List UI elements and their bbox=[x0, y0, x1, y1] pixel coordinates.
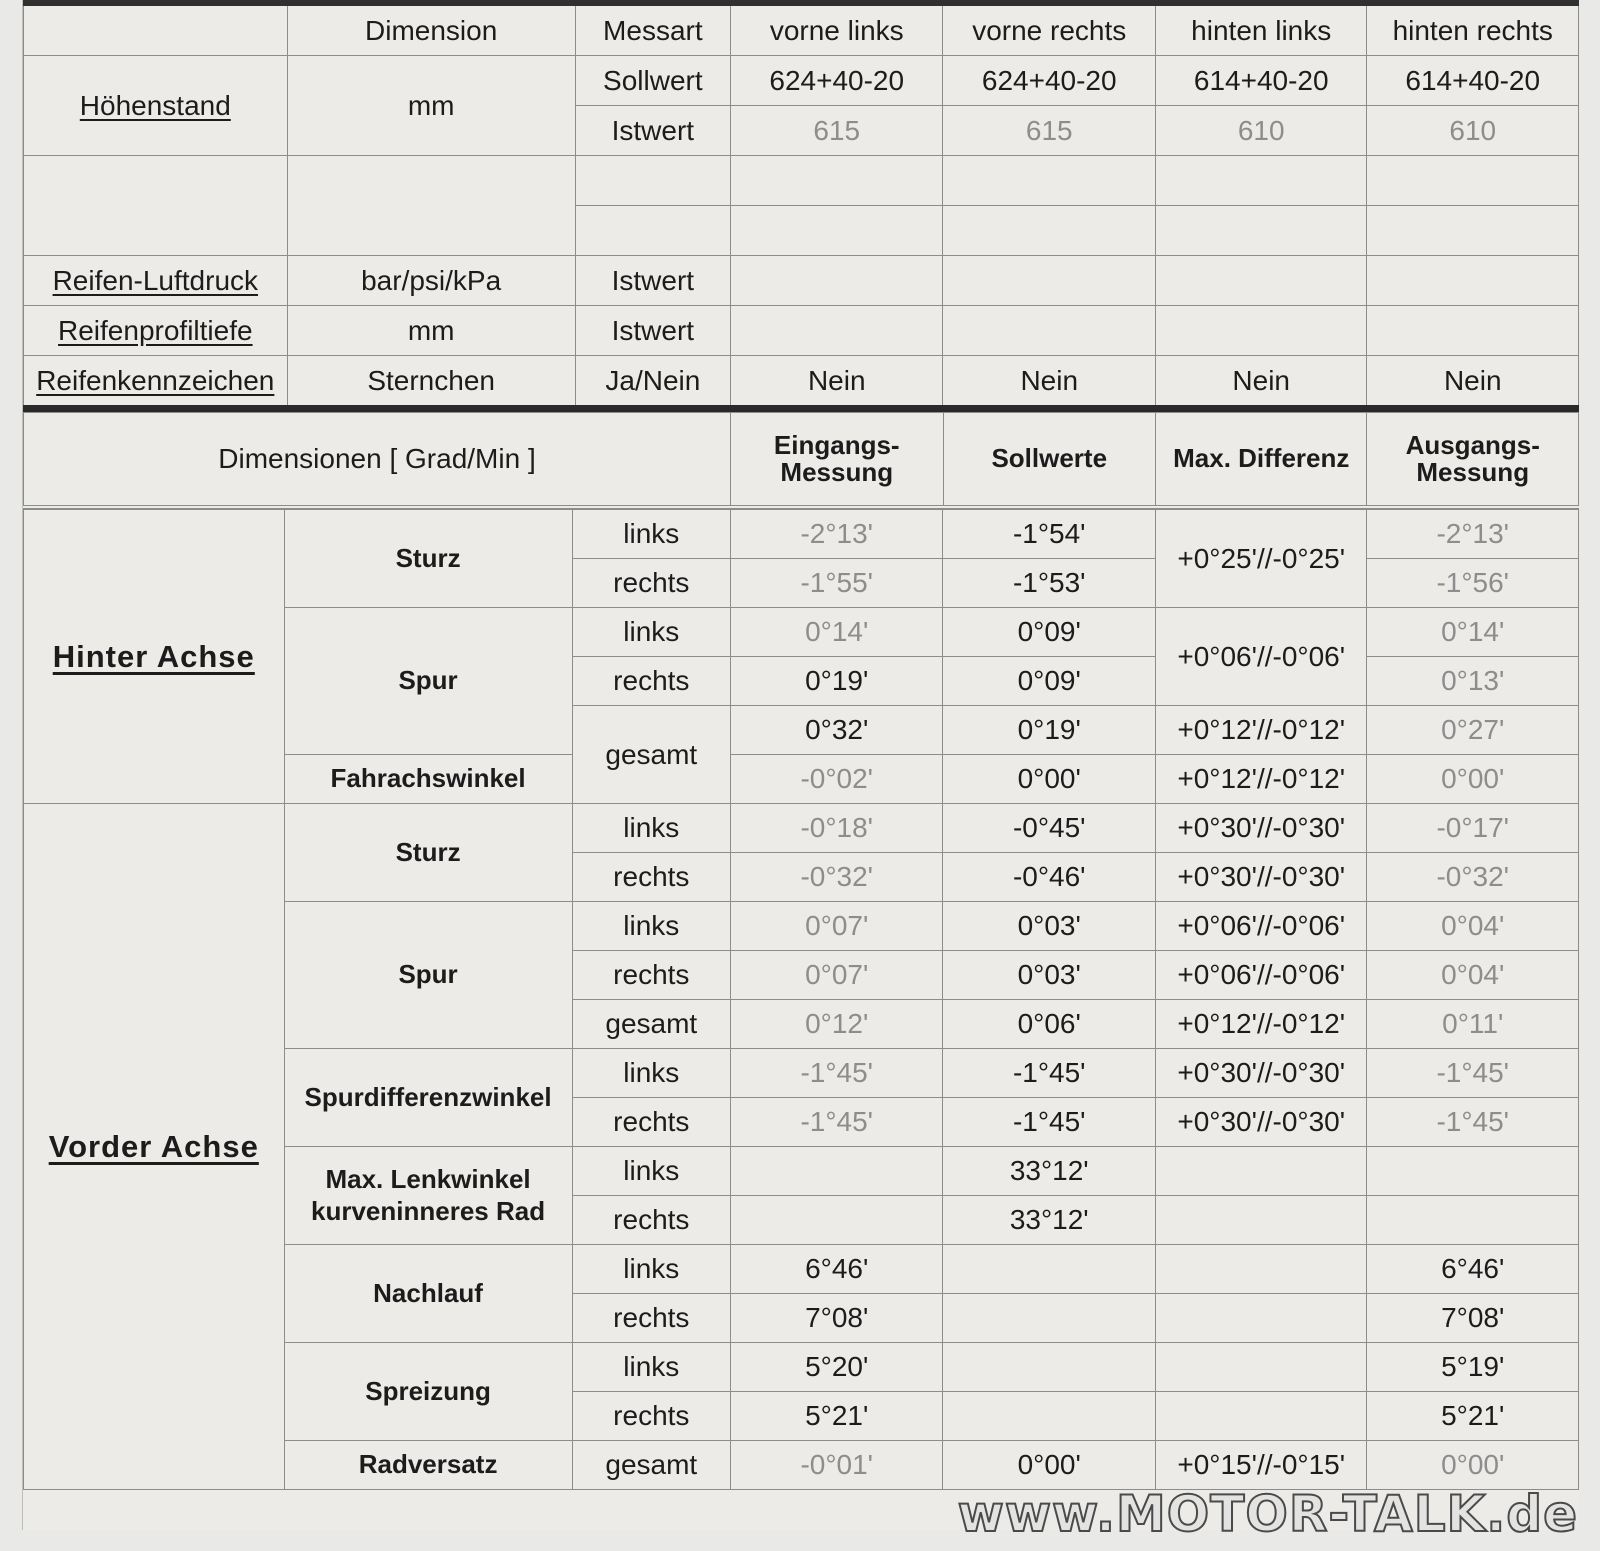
soll-cell: 0°03' bbox=[943, 902, 1156, 951]
maxdiff-cell: +0°06'//-0°06' bbox=[1155, 902, 1366, 951]
soll-cell: -1°45' bbox=[943, 1049, 1156, 1098]
vorder-spur-label: Spur bbox=[284, 902, 572, 1049]
empty-cell bbox=[575, 206, 730, 256]
maxdiff-header: Max. Differenz bbox=[1156, 413, 1367, 508]
hoehenstand-dimension: mm bbox=[287, 56, 575, 156]
eingang-cell: 0°14' bbox=[730, 608, 943, 657]
kennzeichen-label: Reifenkennzeichen bbox=[24, 356, 288, 409]
soll-cell: 0°19' bbox=[943, 706, 1156, 755]
soll-cell: 0°09' bbox=[943, 657, 1156, 706]
sollwert-cell: 614+40-20 bbox=[1367, 56, 1579, 106]
empty-cell bbox=[943, 206, 1156, 256]
eingang-cell: -0°01' bbox=[730, 1441, 943, 1490]
header-vorne-rechts: vorne rechts bbox=[943, 3, 1156, 56]
soll-cell: 0°09' bbox=[943, 608, 1156, 657]
alignment-report-sheet bbox=[22, 0, 1579, 1530]
eingang-cell: 7°08' bbox=[730, 1294, 943, 1343]
ausgang-cell: 0°14' bbox=[1367, 608, 1579, 657]
side-rechts: rechts bbox=[572, 853, 730, 902]
eingang-cell: -1°45' bbox=[730, 1049, 943, 1098]
sollwert-label: Sollwert bbox=[575, 56, 730, 106]
kennzeichen-value: Nein bbox=[943, 356, 1156, 409]
hinter-sturz-label: Sturz bbox=[284, 510, 572, 608]
empty-cell bbox=[730, 306, 943, 356]
istwert-cell: 610 bbox=[1367, 106, 1579, 156]
spurdiff-label: Spurdifferenzwinkel bbox=[284, 1049, 572, 1147]
empty-cell bbox=[1155, 1245, 1366, 1294]
ausgang-cell: -1°56' bbox=[1367, 559, 1579, 608]
empty-cell bbox=[1155, 1343, 1366, 1392]
empty-cell bbox=[1155, 1196, 1366, 1245]
side-gesamt: gesamt bbox=[572, 706, 730, 804]
soll-cell: -0°46' bbox=[943, 853, 1156, 902]
side-rechts: rechts bbox=[572, 1392, 730, 1441]
eingang-cell: -0°02' bbox=[730, 755, 943, 804]
empty-cell bbox=[1155, 156, 1366, 206]
ausgang-cell: 0°00' bbox=[1367, 1441, 1579, 1490]
luftdruck-dimension: bar/psi/kPa bbox=[287, 256, 575, 306]
empty-cell bbox=[1367, 306, 1579, 356]
profiltiefe-row bbox=[24, 306, 1579, 356]
eingang-cell: 0°32' bbox=[730, 706, 943, 755]
sollwerte-header: Sollwerte bbox=[943, 413, 1156, 508]
radversatz-label: Radversatz bbox=[284, 1441, 572, 1490]
side-links: links bbox=[572, 1049, 730, 1098]
ausgang-cell: 7°08' bbox=[1367, 1294, 1579, 1343]
ausgang-cell: 0°04' bbox=[1367, 902, 1579, 951]
empty-cell bbox=[943, 1294, 1156, 1343]
maxdiff-cell: +0°15'//-0°15' bbox=[1155, 1441, 1366, 1490]
soll-cell: 0°00' bbox=[943, 1441, 1156, 1490]
maxdiff-cell: +0°25'//-0°25' bbox=[1155, 510, 1366, 608]
header-empty bbox=[24, 3, 288, 56]
empty-cell bbox=[575, 156, 730, 206]
empty-cell bbox=[943, 156, 1156, 206]
empty-cell bbox=[943, 256, 1156, 306]
side-rechts: rechts bbox=[572, 1098, 730, 1147]
ausgang-cell: 6°46' bbox=[1367, 1245, 1579, 1294]
table-row bbox=[24, 804, 1579, 853]
maxdiff-cell: +0°12'//-0°12' bbox=[1155, 706, 1366, 755]
empty-cell bbox=[24, 156, 288, 256]
empty-cell bbox=[1367, 1147, 1579, 1196]
vorder-sturz-label: Sturz bbox=[284, 804, 572, 902]
istwert-cell: 615 bbox=[943, 106, 1156, 156]
maxdiff-cell: +0°30'//-0°30' bbox=[1155, 853, 1366, 902]
alignment-header-table bbox=[23, 412, 1579, 509]
alignment-table bbox=[23, 509, 1579, 1490]
side-rechts: rechts bbox=[572, 657, 730, 706]
maxdiff-cell: +0°12'//-0°12' bbox=[1155, 1000, 1366, 1049]
sollwert-cell: 624+40-20 bbox=[943, 56, 1156, 106]
ausgang-cell: -0°32' bbox=[1367, 853, 1579, 902]
header-hinten-rechts: hinten rechts bbox=[1367, 3, 1579, 56]
lenkwinkel-label: Max. Lenkwinkel kurveninneres Rad bbox=[284, 1147, 572, 1245]
nachlauf-label: Nachlauf bbox=[284, 1245, 572, 1343]
empty-cell bbox=[1367, 1196, 1579, 1245]
header-messart: Messart bbox=[575, 3, 730, 56]
ausgang-cell: -1°45' bbox=[1367, 1049, 1579, 1098]
istwert-label: Istwert bbox=[575, 106, 730, 156]
empty-cell bbox=[1155, 256, 1366, 306]
side-rechts: rechts bbox=[572, 1196, 730, 1245]
empty-cell bbox=[943, 1245, 1156, 1294]
empty-cell bbox=[1155, 306, 1366, 356]
empty-cell bbox=[943, 1343, 1156, 1392]
empty-cell bbox=[1155, 1147, 1366, 1196]
empty-cell bbox=[943, 1392, 1156, 1441]
side-links: links bbox=[572, 510, 730, 559]
header-row bbox=[24, 3, 1579, 56]
eingang-cell: 5°20' bbox=[730, 1343, 943, 1392]
sollwert-cell: 624+40-20 bbox=[730, 56, 943, 106]
fahrachswinkel-label: Fahrachswinkel bbox=[284, 755, 572, 804]
ausgang-cell: -0°17' bbox=[1367, 804, 1579, 853]
soll-cell: 33°12' bbox=[943, 1196, 1156, 1245]
profiltiefe-dimension: mm bbox=[287, 306, 575, 356]
empty-cell bbox=[1155, 1294, 1366, 1343]
vorderachse-label: Vorder Achse bbox=[24, 804, 285, 1490]
ausgang-cell: -2°13' bbox=[1367, 510, 1579, 559]
empty-cell bbox=[1155, 206, 1366, 256]
soll-cell: 0°06' bbox=[943, 1000, 1156, 1049]
empty-cell bbox=[1367, 256, 1579, 306]
ausgang-cell: 0°00' bbox=[1367, 755, 1579, 804]
header-hinten-links: hinten links bbox=[1155, 3, 1366, 56]
eingang-cell: 5°21' bbox=[730, 1392, 943, 1441]
soll-cell: 33°12' bbox=[943, 1147, 1156, 1196]
spreizung-label: Spreizung bbox=[284, 1343, 572, 1441]
kennzeichen-value: Nein bbox=[1367, 356, 1579, 409]
ausgang-cell: 0°04' bbox=[1367, 951, 1579, 1000]
kennzeichen-dimension: Sternchen bbox=[287, 356, 575, 409]
table-row bbox=[24, 510, 1579, 559]
eingang-cell: -2°13' bbox=[730, 510, 943, 559]
side-rechts: rechts bbox=[572, 951, 730, 1000]
empty-cell bbox=[287, 156, 575, 256]
profiltiefe-messart: Istwert bbox=[575, 306, 730, 356]
profiltiefe-label: Reifenprofiltiefe bbox=[24, 306, 288, 356]
eingang-cell: 0°07' bbox=[730, 951, 943, 1000]
maxdiff-cell: +0°30'//-0°30' bbox=[1155, 1098, 1366, 1147]
header-dimension: Dimension bbox=[287, 3, 575, 56]
side-gesamt: gesamt bbox=[572, 1000, 730, 1049]
eingang-cell: 6°46' bbox=[730, 1245, 943, 1294]
eingang-cell: -0°18' bbox=[730, 804, 943, 853]
kennzeichen-messart: Ja/Nein bbox=[575, 356, 730, 409]
maxdiff-cell: +0°06'//-0°06' bbox=[1155, 608, 1366, 706]
empty-row bbox=[24, 156, 1579, 206]
soll-cell: -1°54' bbox=[943, 510, 1156, 559]
luftdruck-label: Reifen-Luftdruck bbox=[24, 256, 288, 306]
ausgang-cell: 5°19' bbox=[1367, 1343, 1579, 1392]
luftdruck-row bbox=[24, 256, 1579, 306]
side-links: links bbox=[572, 1245, 730, 1294]
maxdiff-cell: +0°30'//-0°30' bbox=[1155, 1049, 1366, 1098]
empty-cell bbox=[730, 256, 943, 306]
alignment-header-row bbox=[24, 413, 1579, 508]
eingang-cell: 0°19' bbox=[730, 657, 943, 706]
istwert-cell: 615 bbox=[730, 106, 943, 156]
side-links: links bbox=[572, 608, 730, 657]
side-links: links bbox=[572, 902, 730, 951]
side-links: links bbox=[572, 1147, 730, 1196]
maxdiff-cell: +0°06'//-0°06' bbox=[1155, 951, 1366, 1000]
eingang-cell: 0°12' bbox=[730, 1000, 943, 1049]
empty-cell bbox=[730, 206, 943, 256]
maxdiff-cell: +0°12'//-0°12' bbox=[1155, 755, 1366, 804]
ausgang-header: Ausgangs-Messung bbox=[1367, 413, 1579, 508]
soll-cell: -1°53' bbox=[943, 559, 1156, 608]
kennzeichen-value: Nein bbox=[1155, 356, 1366, 409]
empty-cell bbox=[1367, 206, 1579, 256]
hinterachse-label: Hinter Achse bbox=[24, 510, 285, 804]
header-vorne-links: vorne links bbox=[730, 3, 943, 56]
eingang-cell: -0°32' bbox=[730, 853, 943, 902]
empty-cell bbox=[730, 1147, 943, 1196]
empty-cell bbox=[730, 1196, 943, 1245]
soll-cell: 0°00' bbox=[943, 755, 1156, 804]
side-rechts: rechts bbox=[572, 559, 730, 608]
empty-cell bbox=[730, 156, 943, 206]
dimensionen-header: Dimensionen [ Grad/Min ] bbox=[24, 413, 731, 508]
eingang-cell: -1°55' bbox=[730, 559, 943, 608]
empty-cell bbox=[1155, 1392, 1366, 1441]
tire-data-table bbox=[23, 0, 1579, 412]
ausgang-cell: 0°27' bbox=[1367, 706, 1579, 755]
ausgang-cell: 5°21' bbox=[1367, 1392, 1579, 1441]
side-links: links bbox=[572, 1343, 730, 1392]
side-rechts: rechts bbox=[572, 1294, 730, 1343]
empty-cell bbox=[1367, 156, 1579, 206]
luftdruck-messart: Istwert bbox=[575, 256, 730, 306]
eingang-header: Eingangs-Messung bbox=[731, 413, 944, 508]
empty-cell bbox=[943, 306, 1156, 356]
eingang-cell: 0°07' bbox=[730, 902, 943, 951]
ausgang-cell: 0°13' bbox=[1367, 657, 1579, 706]
kennzeichen-value: Nein bbox=[730, 356, 943, 409]
kennzeichen-row bbox=[24, 356, 1579, 409]
soll-cell: 0°03' bbox=[943, 951, 1156, 1000]
watermark: www.MOTOR-TALK.de bbox=[957, 1485, 1578, 1543]
side-links: links bbox=[572, 804, 730, 853]
hoehenstand-sollwert-row bbox=[24, 56, 1579, 106]
sollwert-cell: 614+40-20 bbox=[1155, 56, 1366, 106]
istwert-cell: 610 bbox=[1155, 106, 1366, 156]
side-gesamt: gesamt bbox=[572, 1441, 730, 1490]
ausgang-cell: 0°11' bbox=[1367, 1000, 1579, 1049]
soll-cell: -0°45' bbox=[943, 804, 1156, 853]
hoehenstand-label: Höhenstand bbox=[24, 56, 288, 156]
hinter-spur-label: Spur bbox=[284, 608, 572, 755]
soll-cell: -1°45' bbox=[943, 1098, 1156, 1147]
maxdiff-cell: +0°30'//-0°30' bbox=[1155, 804, 1366, 853]
eingang-cell: -1°45' bbox=[730, 1098, 943, 1147]
ausgang-cell: -1°45' bbox=[1367, 1098, 1579, 1147]
